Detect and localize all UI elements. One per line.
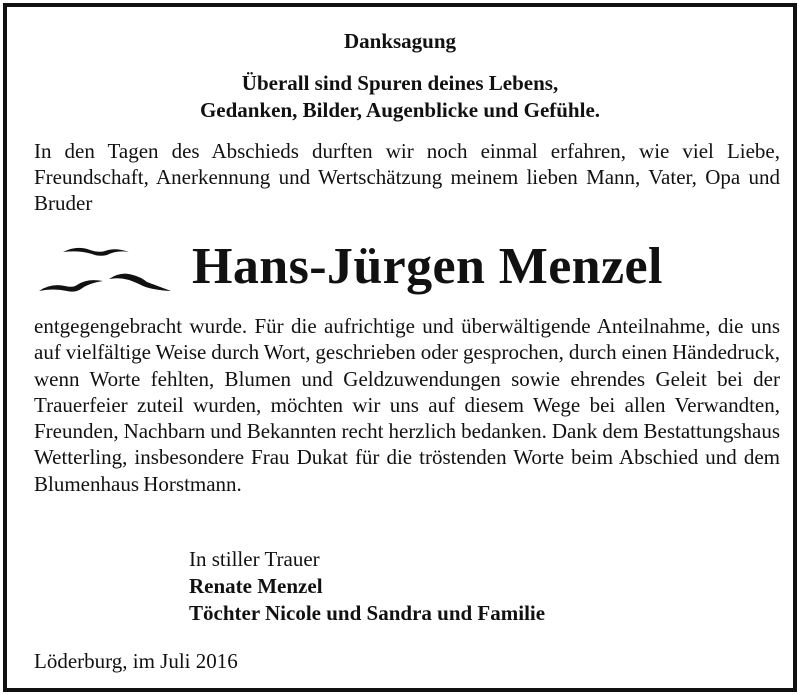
signoff-name-1: Renate Menzel <box>189 574 323 598</box>
signoff <box>189 546 545 627</box>
birds-icon <box>37 239 187 304</box>
deceased-name: Hans-Jürgen Menzel <box>192 238 663 295</box>
place-date: Löderburg, im Juli 2016 <box>34 649 238 673</box>
motto <box>7 70 793 124</box>
notice-frame <box>3 3 797 692</box>
intro-paragraph: In den Tagen des Abschieds durften wir noch einmal erfahren, wie viel Liebe, Freundschaft, Anerkennung und Wertschätzung meinem lieben Mann, Vater, Opa und Bruder <box>34 139 780 215</box>
bird-shape-top <box>63 248 129 256</box>
signoff-intro: In stiller Trauer <box>189 547 320 571</box>
signoff-name-2: Töchter Nicole und Sandra und Familie <box>189 601 546 625</box>
bird-shape-right <box>109 274 171 291</box>
motto-line-2: Gedanken, Bilder, Augenblicke und Gefühle. <box>199 98 601 122</box>
notice-heading: Danksagung <box>343 29 457 53</box>
body-paragraph: entgegengebracht wurde. Für die aufrichtige und überwältigende Anteilnahme, die uns auf vielfältige Weise durch Wort, geschrieben oder gesprochen, durch einen Händedruck, wenn Worte fehlten, Blumen und Geldzuwendungen sowie ehrendes Geleit bei der Trauerfeier zuteil wurden, möchten wir uns auf diesem Wege bei allen Verwandten, Freunden, Nachbarn und Bekannten recht herzlich bedanken. Dank dem Bestattungshaus Wetterling, insbesondere Frau Dukat für die tröstenden Worte beim Abschied und dem Blumenhaus Horstmann. <box>34 314 780 496</box>
bird-shape-left <box>39 280 103 292</box>
motto-line-1: Überall sind Spuren deines Lebens, <box>241 71 559 95</box>
